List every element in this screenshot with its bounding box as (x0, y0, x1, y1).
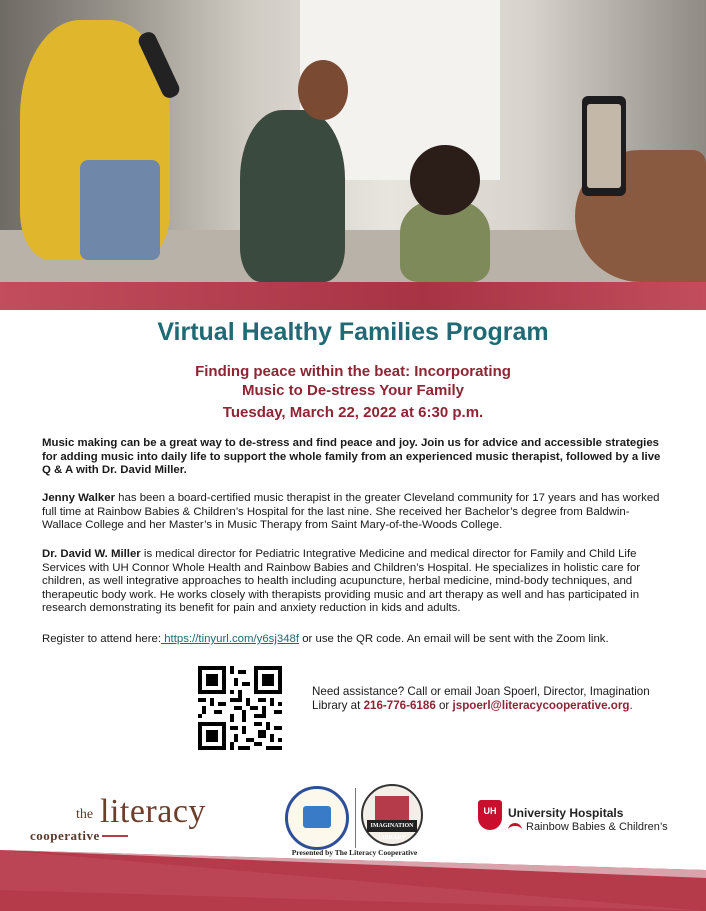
literacy-cooperative-logo (30, 795, 240, 850)
register-link[interactable]: https://tinyurl.com/y6sj348f (161, 633, 300, 645)
assistance-suffix: . (629, 699, 633, 712)
register-prefix: Register to attend here: (42, 633, 162, 645)
jenny-bio-paragraph (42, 492, 667, 533)
book-icon (303, 806, 331, 828)
assistance-prefix: Need assistance? Call or email Joan Spoerl, Director, Imagination Library at (312, 685, 650, 712)
intro-paragraph: Music making can be a great way to de-stress and find peace and joy. Join us for advice and accessible strategies for adding music into daily life to support the whole family from an experienced music therapist, followed by a live Q & A with Dr. David Miller. (42, 437, 661, 477)
hero-phone-screen (587, 104, 621, 188)
subtitle-line-1: Finding peace within the beat: Incorporating (195, 363, 511, 380)
assistance-phone[interactable]: 216-776-6186 (363, 699, 436, 712)
subtitle-line-2: Music to De-stress Your Family (241, 382, 464, 399)
miller-bio-text: is medical director for Pediatric Integrative Medicine and medical director for Family and Child Life Services with UH Connor Whole Health and Rainbow Babies and Children’s Hospital. He specializes in holistic care for children, as well integrative approaches to health including acupuncture, herbal medicine, mind-body techniques, and therapeutic body work. He works closely with therapists providing music and art therapy as well and has participated in research demonstrating its benefit for pain and anxiety reduction in kids and adults. (42, 548, 641, 615)
logo-cooperative: cooperative (30, 828, 100, 843)
uh-sub: Rainbow Babies & Children’s (526, 821, 668, 833)
program-subtitle (150, 362, 556, 400)
hero-woman-dancing (240, 110, 345, 282)
logo-the: the (76, 807, 94, 822)
hero-woman-jeans (80, 160, 160, 260)
miller-name: Dr. David W. Miller (42, 548, 141, 560)
qr-code-icon[interactable] (198, 666, 282, 750)
jenny-bio-text: has been a board-certified music therapist in the greater Cleveland community for 17 years and has worked full time at Rainbow Babies & Children’s Hospital for the last nine. She received her Bachelor’s degree from Baldwin-Wallace College and her Master’s in Music Therapy from Saint Mary-of-the-Woods College. (42, 492, 660, 532)
imagination-banner: IMAGINATION LIBRARY (367, 820, 417, 832)
assistance-text (312, 685, 682, 713)
logo-literacy: literacy (100, 793, 206, 830)
hero-woman-head (298, 60, 348, 120)
logo-divider (355, 788, 356, 848)
footer-wave (0, 850, 706, 911)
university-hospitals-logo (478, 800, 688, 840)
miller-bio-paragraph (42, 548, 667, 616)
register-suffix: or use the QR code. An email will be sent with the Zoom link. (299, 633, 609, 645)
hero-photo (0, 0, 706, 282)
logo-underline (102, 835, 128, 837)
assistance-email[interactable]: jspoerl@literacycooperative.org (452, 699, 630, 712)
uh-name: University Hospitals (508, 806, 624, 820)
hero-child-head (410, 145, 480, 215)
presented-by: Presented by The Literacy Cooperative (291, 848, 418, 857)
program-title: Virtual Healthy Families Program (157, 318, 549, 346)
event-date: Tuesday, March 22, 2022 at 6:30 p.m. (222, 404, 484, 421)
hero-band (0, 282, 706, 310)
rainbow-icon (508, 823, 522, 831)
uh-shield-icon: UH (478, 800, 502, 830)
jenny-name: Jenny Walker (42, 492, 116, 504)
assistance-middle: or (435, 699, 453, 712)
register-paragraph (42, 633, 667, 647)
